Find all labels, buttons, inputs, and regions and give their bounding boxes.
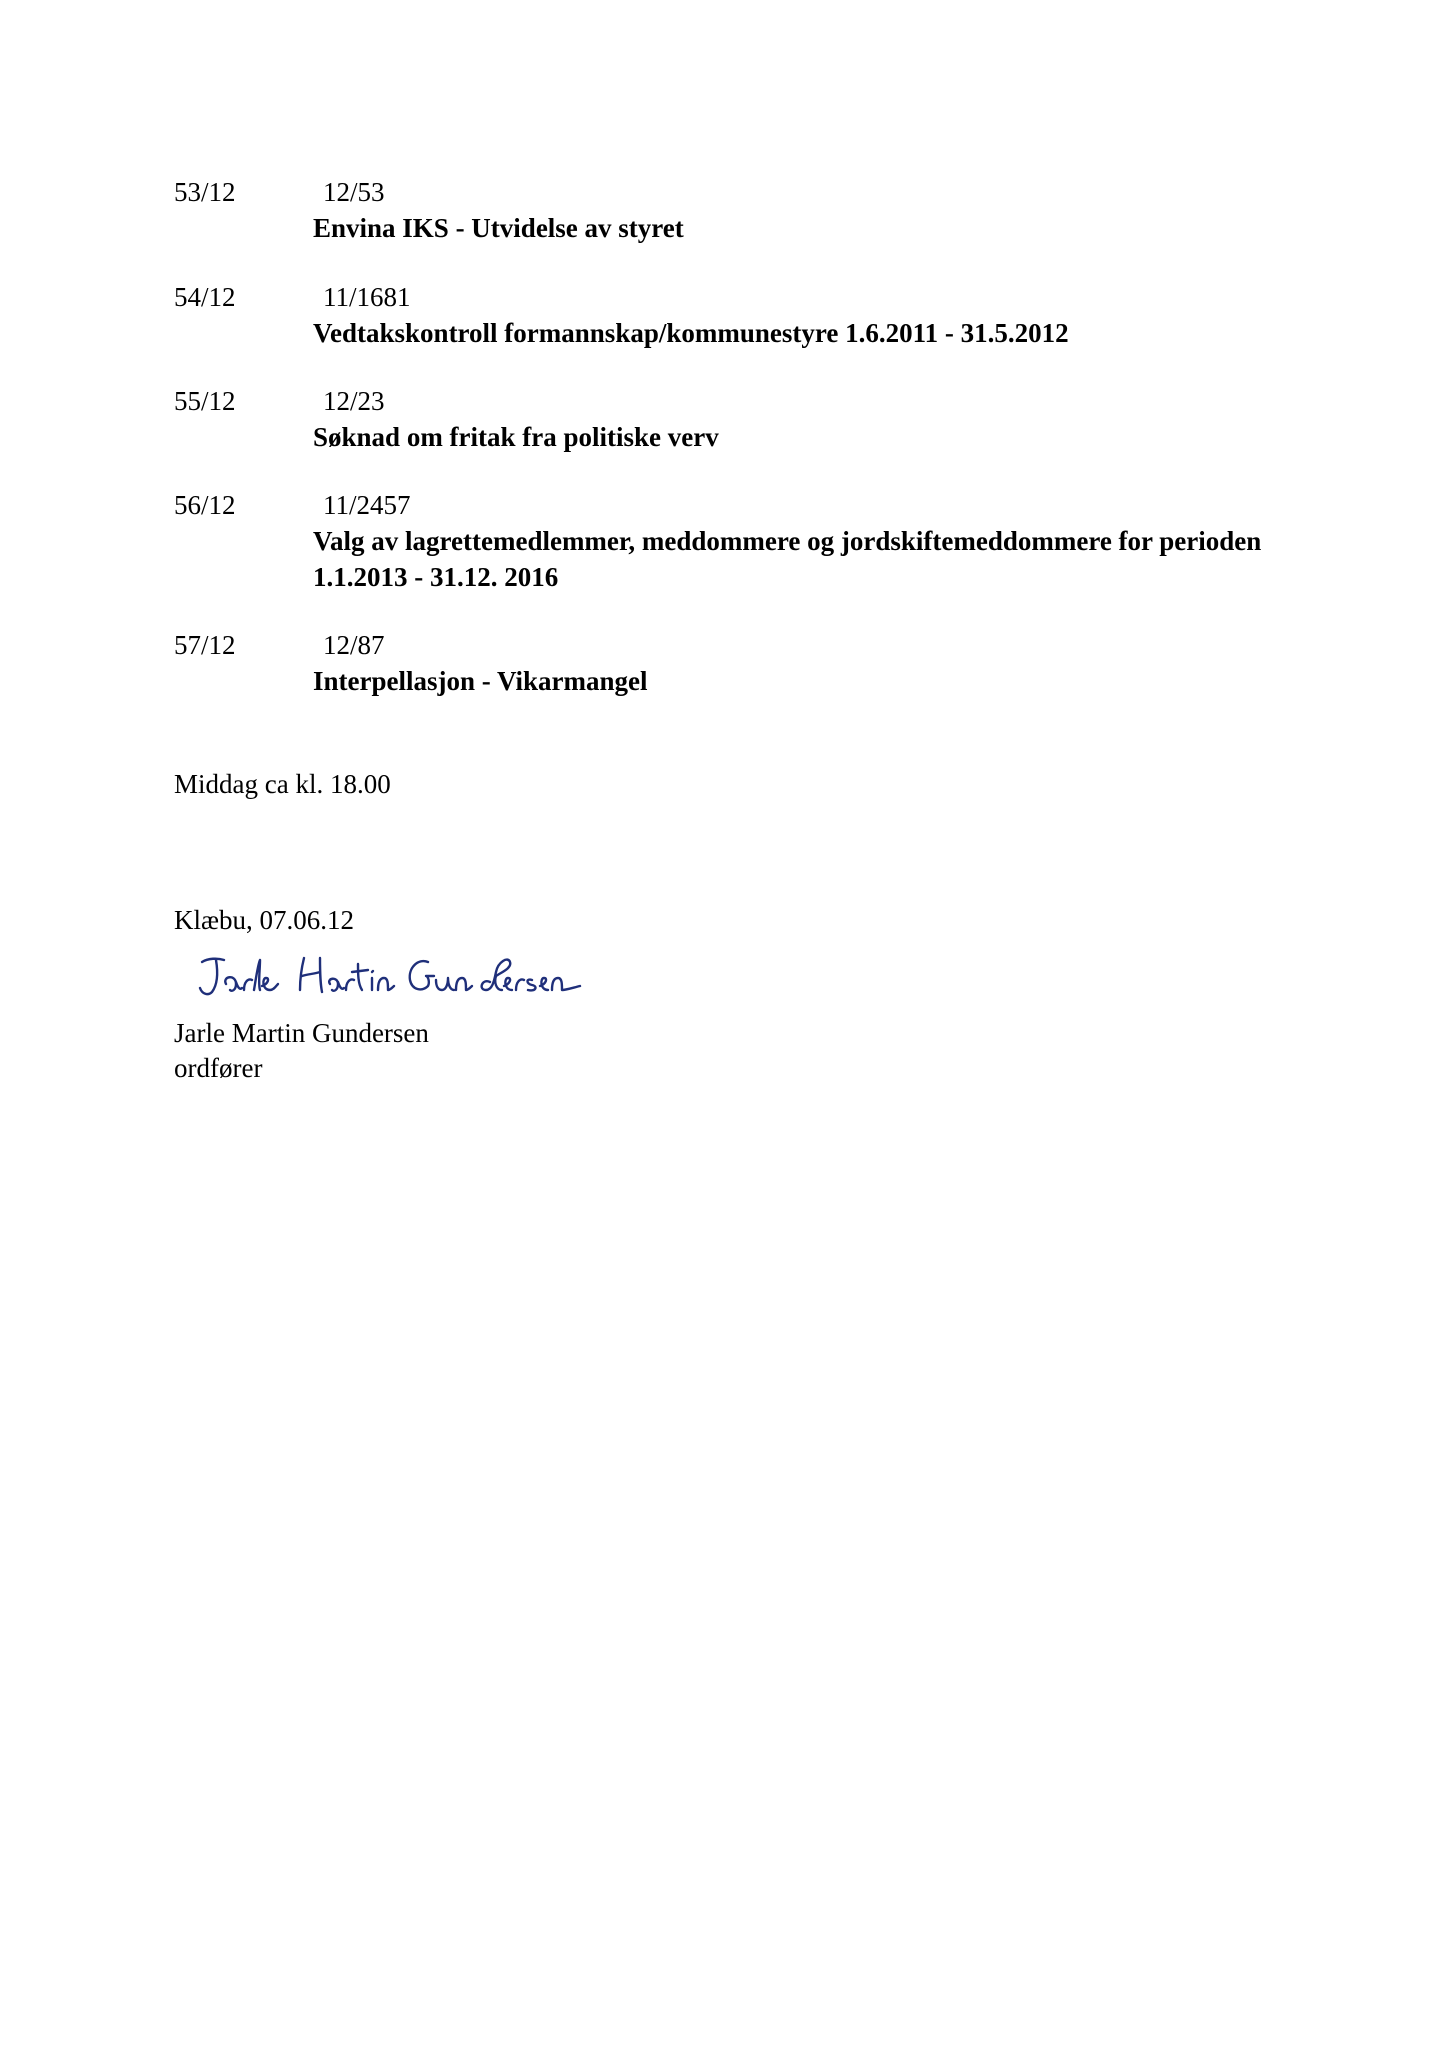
case-number: 12/23 — [323, 386, 385, 416]
item-title: Interpellasjon - Vikarmangel — [313, 666, 648, 696]
item-number: 54/12 — [174, 282, 236, 312]
case-number: 12/53 — [323, 177, 385, 207]
item-number: 57/12 — [174, 630, 236, 660]
signer-title: ordfører — [174, 1053, 263, 1083]
place-date: Klæbu, 07.06.12 — [174, 905, 355, 935]
case-number: 12/87 — [323, 630, 385, 660]
case-number: 11/2457 — [323, 490, 411, 520]
case-number: 11/1681 — [323, 282, 411, 312]
item-title: Vedtakskontroll formannskap/kommunestyre 1.6.2011 - 31.5.2012 — [313, 318, 1069, 348]
signer-name: Jarle Martin Gundersen — [174, 1018, 429, 1048]
item-number: 53/12 — [174, 177, 236, 207]
dinner-note: Middag ca kl. 18.00 — [174, 769, 391, 799]
handwritten-signature — [196, 950, 596, 1010]
item-title: Valg av lagrettemedlemmer, meddommere og jordskiftemeddommere for perioden 1.1.2013 - 31.12. 2016 — [313, 526, 1262, 592]
item-number: 55/12 — [174, 386, 236, 416]
item-title: Søknad om fritak fra politiske verv — [313, 422, 719, 452]
item-number: 56/12 — [174, 490, 236, 520]
item-title: Envina IKS - Utvidelse av styret — [313, 213, 684, 243]
